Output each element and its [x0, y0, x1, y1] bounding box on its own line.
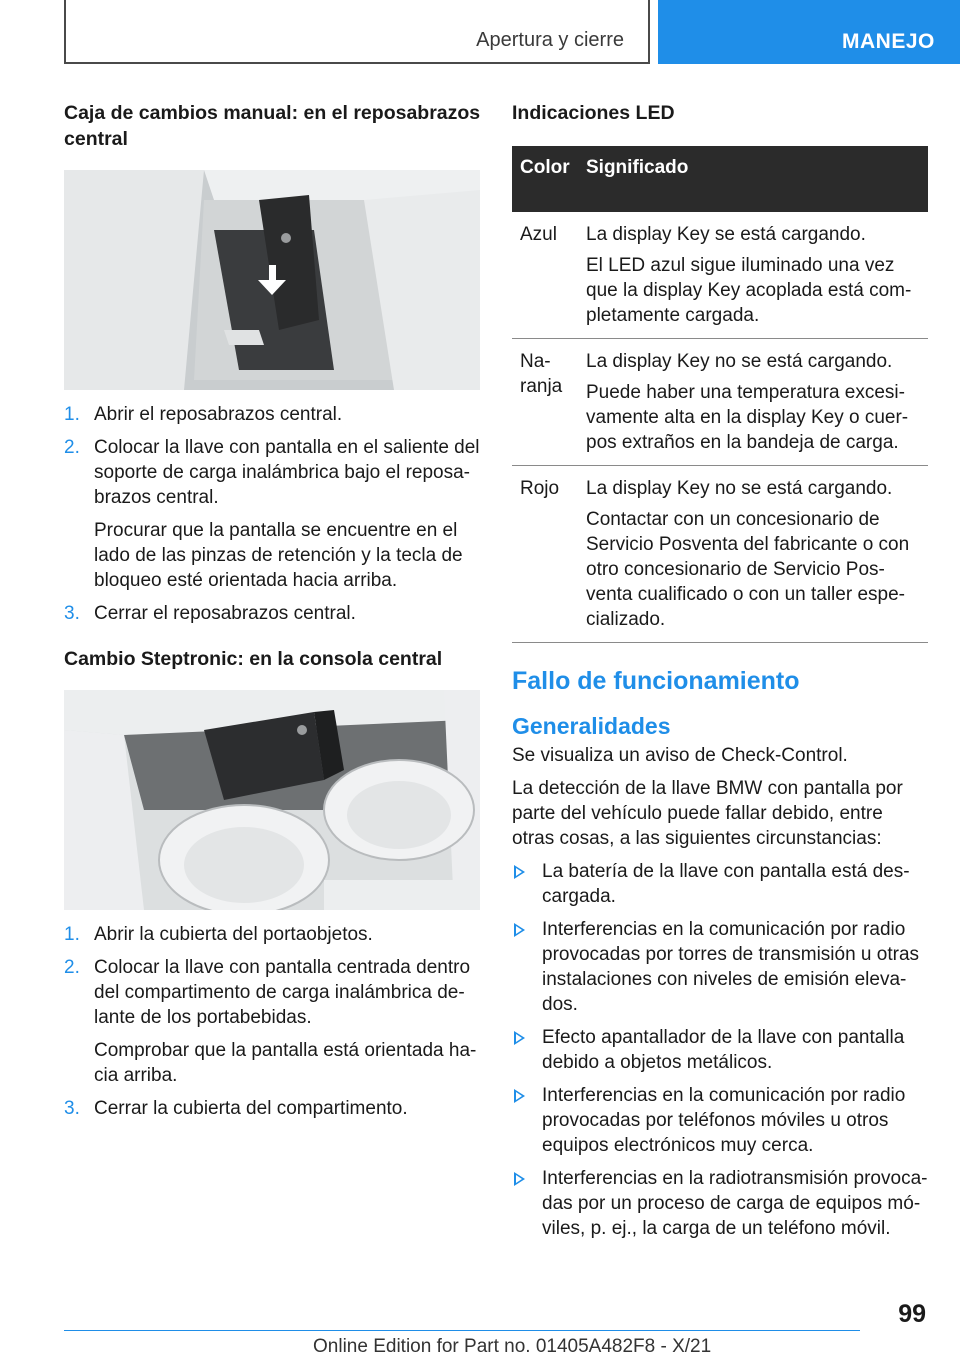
step-note: Comprobar que la pantalla está orientada hacia arriba.	[94, 1040, 477, 1086]
header-section-title: Apertura y cierre	[476, 29, 624, 51]
triangle-bullet-icon	[514, 1172, 525, 1186]
step-number: 1.	[64, 924, 80, 945]
step-number: 2.	[64, 957, 80, 978]
step-number: 3.	[64, 603, 80, 624]
bullet-text: La batería de la llave con pantalla está descargada.	[542, 861, 910, 907]
list-item	[512, 1166, 928, 1241]
column-header-meaning: Significado	[578, 146, 928, 212]
bullet-text: Interferencias en la comunicación por radio provocadas por torres de transmisión u otras instalaciones con niveles de emisión elevados.	[542, 919, 920, 1015]
list-item	[64, 601, 482, 626]
list-item	[512, 859, 928, 909]
triangle-bullet-icon	[514, 1089, 525, 1103]
bullet-text: Interferencias en la radiotransmisión provocadas por un proceso de carga de equipos móviles, p. ej., la carga de un teléfono móvil.	[542, 1168, 928, 1239]
led-meaning-cell	[578, 212, 928, 339]
triangle-bullet-icon	[514, 1031, 525, 1045]
footer-divider	[64, 1330, 860, 1331]
paragraph-check-control: Se visualiza un aviso de Check-Control.	[512, 745, 848, 766]
step-text: Cerrar el reposabrazos central.	[94, 603, 356, 624]
list-item	[512, 917, 928, 1017]
steps-manual-list	[64, 402, 482, 626]
led-meaning-detail: El LED azul sigue iluminado una vez que la display Key acoplada está completamente cargada.	[586, 255, 912, 326]
table-row	[512, 466, 928, 643]
list-item	[64, 922, 482, 947]
header-chapter-tab	[658, 0, 960, 64]
led-color-cell: Rojo	[512, 466, 578, 643]
step-number: 3.	[64, 1098, 80, 1119]
heading-manual-gearbox: Caja de cambios manual: en el reposabrazos central	[64, 102, 481, 150]
step-number: 1.	[64, 404, 80, 425]
list-item	[64, 955, 482, 1088]
step-note: Procurar que la pantalla se encuentre en el lado de las pinzas de retención y la tecla de bloqueo esté orientada hacia arriba.	[94, 520, 463, 591]
header-chapter-title: MANEJO	[842, 30, 935, 53]
led-meaning-line: La display Key se está cargando.	[586, 224, 866, 245]
list-item	[512, 1083, 928, 1158]
led-meaning-line: La display Key no se está cargando.	[586, 351, 893, 372]
list-item	[64, 402, 482, 427]
led-meaning-cell	[578, 339, 928, 466]
led-meaning-detail: Contactar con un concesionario de Servicio Posventa del fabricante o con otro concesionario de Servicio Posventa cualificado o con un taller especializado.	[586, 509, 910, 630]
column-header-color: Color	[512, 146, 578, 212]
armrest-charging-image	[64, 170, 480, 390]
footer-edition: Online Edition for Part no. 01405A482F8 - X/21	[313, 1336, 712, 1357]
heading-malfunction: Fallo de funcionamiento	[512, 667, 800, 695]
table-header-row	[512, 146, 928, 212]
step-text: Colocar la llave con pantalla centrada dentro del compartimento de carga inalámbrica delante de los portabebidas.	[94, 957, 471, 1028]
list-item	[64, 1096, 482, 1121]
step-text: Colocar la llave con pantalla en el saliente del soporte de carga inalámbrica bajo el reposabrazos central.	[94, 437, 480, 508]
led-meaning-detail: Puede haber una temperatura excesivamente alta en la display Key o cuerpos extraños en la bandeja de carga.	[586, 382, 909, 453]
steps-steptronic-list	[64, 922, 482, 1121]
circumstances-list	[512, 859, 928, 1241]
heading-general: Generalidades	[512, 713, 671, 739]
triangle-bullet-icon	[514, 865, 525, 879]
bullet-text: Efecto apantallador de la llave con pantalla debido a objetos metálicos.	[542, 1027, 905, 1073]
step-text: Cerrar la cubierta del compartimento.	[94, 1098, 408, 1119]
led-color-cell: Azul	[512, 212, 578, 339]
triangle-bullet-icon	[514, 923, 525, 937]
led-color-cell: Naranja	[512, 339, 578, 466]
console-charging-image	[64, 690, 480, 910]
led-meaning-cell	[578, 466, 928, 643]
step-number: 2.	[64, 437, 80, 458]
list-item	[64, 435, 482, 593]
step-text: Abrir el reposabrazos central.	[94, 404, 343, 425]
step-text: Abrir la cubierta del portaobjetos.	[94, 924, 373, 945]
header-section-box	[64, 0, 650, 64]
heading-steptronic: Cambio Steptronic: en la consola central	[64, 648, 443, 670]
table-row	[512, 212, 928, 339]
led-table	[512, 146, 928, 643]
page-number: 99	[898, 1300, 926, 1328]
led-meaning-line: La display Key no se está cargando.	[586, 478, 893, 499]
heading-led-indications: Indicaciones LED	[512, 102, 675, 124]
table-row	[512, 339, 928, 466]
bullet-text: Interferencias en la comunicación por radio provocadas por teléfonos móviles u otros equipos electrónicos muy cerca.	[542, 1085, 906, 1156]
left-column	[64, 100, 482, 1129]
right-column	[512, 100, 928, 1249]
paragraph-detection: La detección de la llave BMW con pantalla por parte del vehículo puede fallar debido, entre otras cosas, a las siguientes circunstancias:	[512, 778, 903, 849]
list-item	[512, 1025, 928, 1075]
